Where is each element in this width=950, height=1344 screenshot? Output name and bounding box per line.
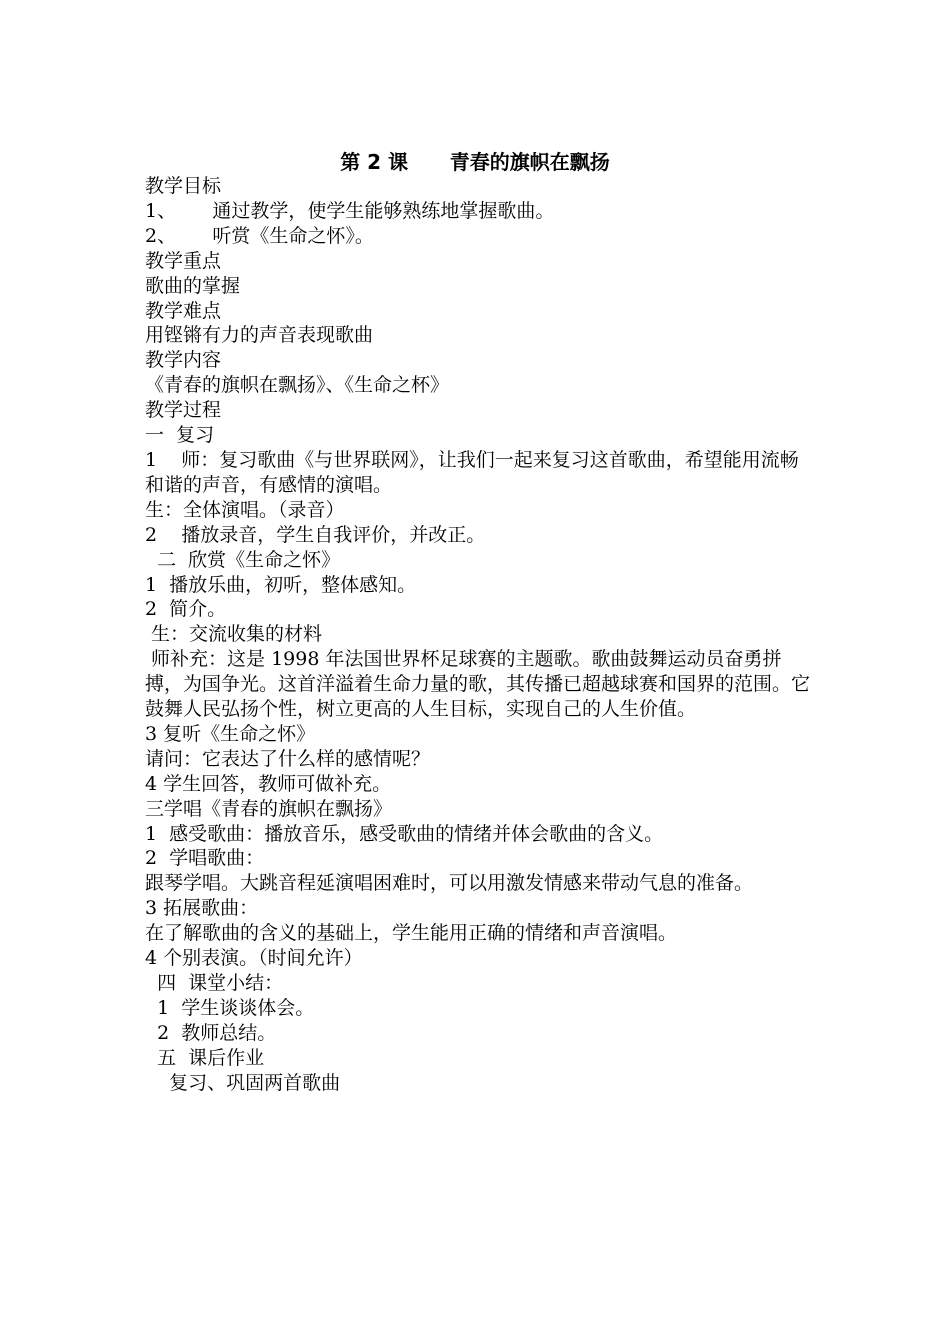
text-line: 2 简介。 bbox=[145, 598, 227, 621]
text-line: 生：全体演唱。（录音） bbox=[145, 498, 345, 521]
text-line: 在了解歌曲的含义的基础上，学生能用正确的情绪和声音演唱。 bbox=[145, 922, 678, 945]
text-line: 教学目标 bbox=[145, 175, 222, 197]
text-line: 《青春的旗帜在飘扬》、《生命之杯》 bbox=[145, 374, 450, 397]
text-line: 教学难点 bbox=[145, 299, 222, 322]
text-line: 五 课后作业 bbox=[145, 1046, 265, 1069]
text-line: 教学内容 bbox=[145, 349, 222, 372]
text-line: 1 播放乐曲，初听，整体感知。 bbox=[145, 573, 417, 596]
text-line: 2 播放录音，学生自我评价，并改正。 bbox=[145, 523, 486, 546]
text-line: 一 复习 bbox=[145, 424, 215, 447]
text-line: 复习、巩固两首歌曲 bbox=[145, 1071, 341, 1094]
text-line: 1 学生谈谈体会。 bbox=[145, 996, 315, 1019]
text-line: 教学重点 bbox=[145, 249, 222, 272]
text-line: 歌曲的掌握 bbox=[145, 274, 241, 297]
text-line: 1 师：复习歌曲《与世界联网》，让我们一起来复习这首歌曲，希望能用流畅和谐的声音，有感情的演唱。 bbox=[145, 448, 799, 496]
text-line: 生：交流收集的材料 bbox=[145, 623, 323, 646]
text-line: 用铿锵有力的声音表现歌曲 bbox=[145, 324, 374, 347]
text-line: 2 教师总结。 bbox=[145, 1021, 277, 1044]
text-line: 4 个别表演。（时间允许） bbox=[145, 947, 363, 970]
lesson-title: 第 2 课 青春的旗帜在飘扬 bbox=[340, 150, 610, 174]
text-line: 1、 通过教学，使学生能够熟练地掌握歌曲。 bbox=[145, 199, 555, 222]
text-line: 三学唱《青春的旗帜在飘扬》 bbox=[145, 797, 393, 820]
text-line: 跟琴学唱。大跳音程延演唱困难时，可以用激发情感来带动气息的准备。 bbox=[145, 872, 754, 895]
text-line: 四 课堂小结： bbox=[145, 972, 284, 994]
text-line: 1 感受歌曲：播放音乐，感受歌曲的情绪并体会歌曲的含义。 bbox=[145, 822, 664, 845]
text-line: 2、 听赏《生命之怀》。 bbox=[145, 224, 374, 247]
text-line: 请问：它表达了什么样的感情呢？ bbox=[145, 747, 431, 770]
text-line: 教学过程 bbox=[145, 399, 222, 422]
text-line: 3 拓展歌曲： bbox=[145, 897, 259, 920]
lesson-body bbox=[145, 174, 810, 1096]
text-line: 3 复听《生命之怀》 bbox=[145, 722, 316, 745]
text-line: 师补充：这是 1998 年法国世界杯足球赛的主题歌。歌曲鼓舞运动员奋勇拼搏，为国争光。这首洋溢着生命力量的歌，其传播已超越球赛和国界的范围。它鼓舞人民弘扬个性，树立更高的人生目标，实现自己的人生价值。 bbox=[145, 648, 811, 721]
text-line: 二 欣赏《生命之怀》 bbox=[145, 548, 341, 571]
text-line: 2 学唱歌曲： bbox=[145, 847, 265, 870]
text-line: 4 学生回答，教师可做补充。 bbox=[145, 772, 392, 795]
